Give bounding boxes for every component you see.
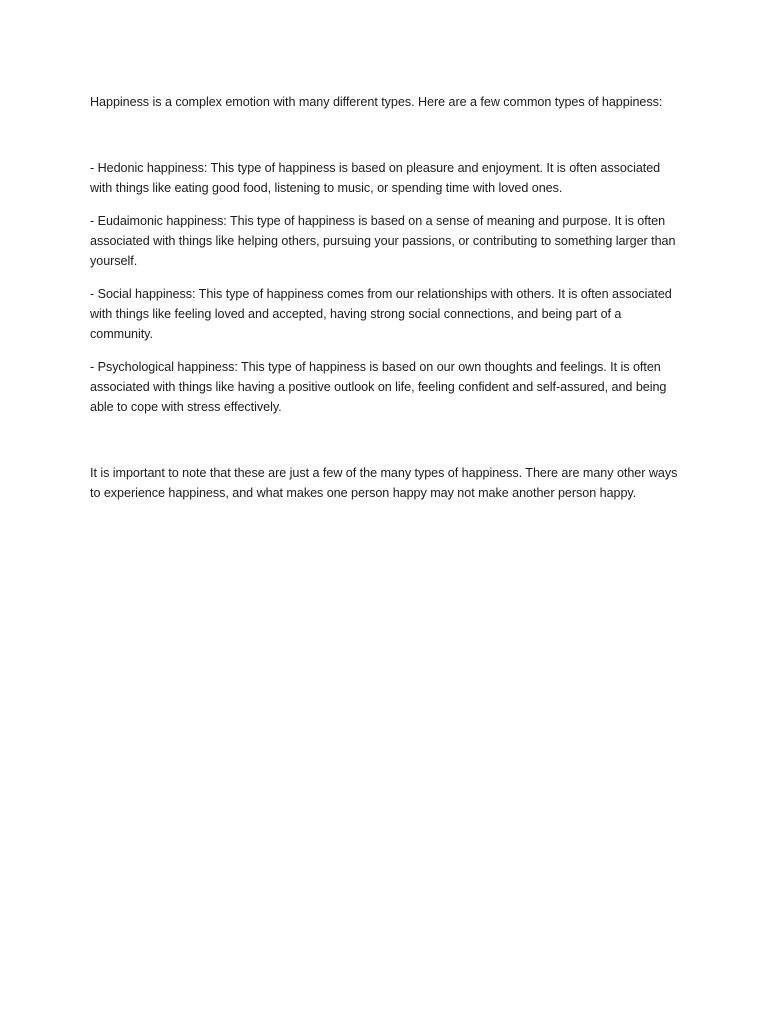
conclusion-paragraph: It is important to note that these are just a few of the many types of happiness. There are many other ways to experience happiness, and what makes one person happy may not make another person happy. (90, 466, 678, 500)
list-item-hedonic: - Hedonic happiness: This type of happiness is based on pleasure and enjoyment. It is often associated with things like eating good food, listening to music, or spending time with loved ones. (90, 161, 661, 195)
list-item-social: - Social happiness: This type of happiness comes from our relationships with others. It is often associated with things like feeling loved and accepted, having strong social connections, and being part of a community. (90, 287, 672, 341)
list-item-eudaimonic: - Eudaimonic happiness: This type of happiness is based on a sense of meaning and purpose. It is often associated with things like helping others, pursuing your passions, or contributing to something larger than yourself. (90, 214, 676, 268)
document-body (90, 92, 682, 503)
intro-paragraph: Happiness is a complex emotion with many different types. Here are a few common types of happiness: (90, 95, 663, 109)
list-item-psychological: - Psychological happiness: This type of happiness is based on our own thoughts and feelings. It is often associated with things like having a positive outlook on life, feeling confident and self-assured, and being able to cope with stress effectively. (90, 360, 667, 414)
